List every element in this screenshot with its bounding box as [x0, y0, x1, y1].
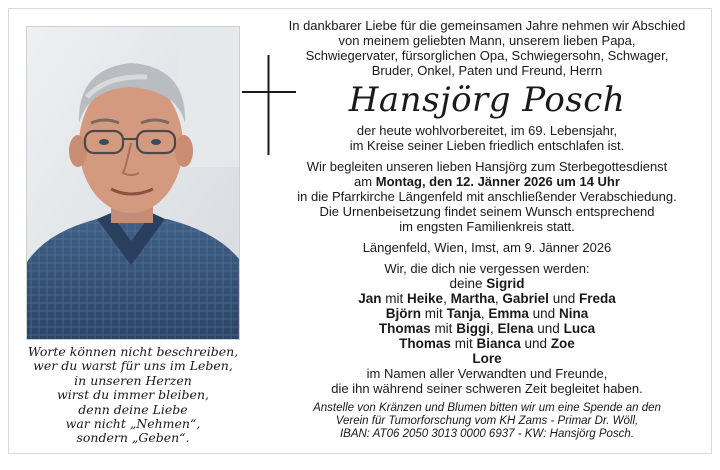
family-name: Thomas: [399, 336, 451, 351]
family-name: Elena: [497, 321, 534, 336]
family-line: [267, 321, 707, 336]
word-und: und: [537, 321, 560, 336]
separator: ,: [443, 291, 447, 306]
family-line: [267, 306, 707, 321]
obituary-notice: [8, 8, 712, 454]
family-name: Luca: [563, 321, 596, 336]
intro-line: Bruder, Onkel, Paten und Freund, Herrn: [371, 63, 603, 78]
family-name: Tanja: [446, 306, 481, 321]
donation-line: Verein für Tumorforschung vom KH Zams - Primar Dr. Wöll,: [335, 415, 639, 428]
word-deine: deine: [449, 276, 483, 291]
family-name: Lore: [472, 351, 502, 366]
family-name: Martha: [450, 291, 495, 306]
word-und: und: [532, 306, 556, 321]
word-mit: mit: [434, 321, 453, 336]
funeral-line: Wir begleiten unseren lieben Hansjörg zum Sterbegottesdienst: [306, 159, 668, 174]
funeral-prefix: am: [354, 174, 373, 189]
intro-line: von meinem geliebten Mann, unserem lieben Papa,: [338, 33, 636, 48]
family-name: Sigrid: [486, 276, 525, 291]
family-line: [267, 351, 707, 366]
family-name: Gabriel: [502, 291, 549, 306]
funeral-date-line: [267, 174, 707, 189]
poem-line: wirst du immer bleiben,: [57, 387, 209, 403]
family-line: [267, 336, 707, 351]
family-name: Freda: [578, 291, 616, 306]
donation-note: [267, 402, 707, 442]
word-mit: mit: [385, 291, 404, 306]
memorial-poem: [23, 345, 243, 446]
family-name: Biggi: [456, 321, 490, 336]
funeral-line: Die Urnenbeisetzung findet seinem Wunsch entsprechend: [319, 204, 655, 219]
closing-line: im Namen aller Verwandten und Freunde,: [366, 366, 608, 381]
family-name: Zoe: [550, 336, 575, 351]
donation-line: Anstelle von Kränzen und Blumen bitten wir um eine Spende an den: [313, 402, 661, 414]
word-und: und: [524, 336, 548, 351]
poem-line: wer du warst für uns im Leben,: [33, 358, 233, 374]
poem-line: sondern „Geben“.: [76, 430, 190, 446]
passing-line: der heute wohlvorbereitet, im 69. Lebensjahr,: [356, 123, 618, 138]
family-name: Thomas: [378, 321, 431, 336]
word-und: und: [552, 291, 576, 306]
word-mit: mit: [454, 336, 473, 351]
intro-line: Schwiegervater, fürsorglichen Opa, Schwiegersohn, Schwager,: [305, 48, 669, 63]
deceased-name: Hansjörg Posch: [348, 80, 626, 120]
poem-line: war nicht „Nehmen“,: [65, 416, 201, 432]
family-name: Heike: [407, 291, 444, 306]
funeral-date: Montag, den 12. Jänner 2026 um 14 Uhr: [375, 174, 620, 189]
place-date: Längenfeld, Wien, Imst, am 9. Jänner 2026: [362, 240, 612, 255]
word-mit: mit: [424, 306, 443, 321]
intro-line: In dankbarer Liebe für die gemeinsamen Jahre nehmen wir Abschied: [288, 18, 686, 33]
family-name: Bianca: [476, 336, 521, 351]
poem-line: denn deine Liebe: [78, 401, 188, 417]
closing-line: die ihn während seiner schweren Zeit begleitet haben.: [331, 381, 643, 396]
family-intro: Wir, die dich nie vergessen werden:: [384, 261, 590, 276]
obituary-text: [267, 18, 707, 442]
funeral-line: in die Pfarrkirche Längenfeld mit anschließender Verabschiedung.: [297, 189, 677, 204]
poem-line: Worte können nicht beschreiben,: [27, 344, 239, 359]
family-line: [267, 291, 707, 306]
separator: ,: [494, 291, 499, 306]
separator: ,: [489, 321, 494, 336]
poem-line: in unseren Herzen: [74, 372, 192, 388]
family-name: Jan: [358, 291, 382, 306]
passing-line: im Kreise seiner Lieben friedlich entschlafen ist.: [349, 138, 625, 153]
donation-line: IBAN: AT06 2050 3013 0000 6937 - KW: Hansjörg Posch.: [339, 428, 635, 441]
portrait-photo: [26, 26, 240, 340]
family-name: Nina: [558, 306, 589, 321]
family-name: Björn: [385, 306, 422, 321]
family-line: [267, 276, 707, 291]
funeral-line: im engsten Familienkreis statt.: [399, 219, 575, 234]
family-name: Emma: [488, 306, 529, 321]
separator: ,: [480, 306, 485, 321]
